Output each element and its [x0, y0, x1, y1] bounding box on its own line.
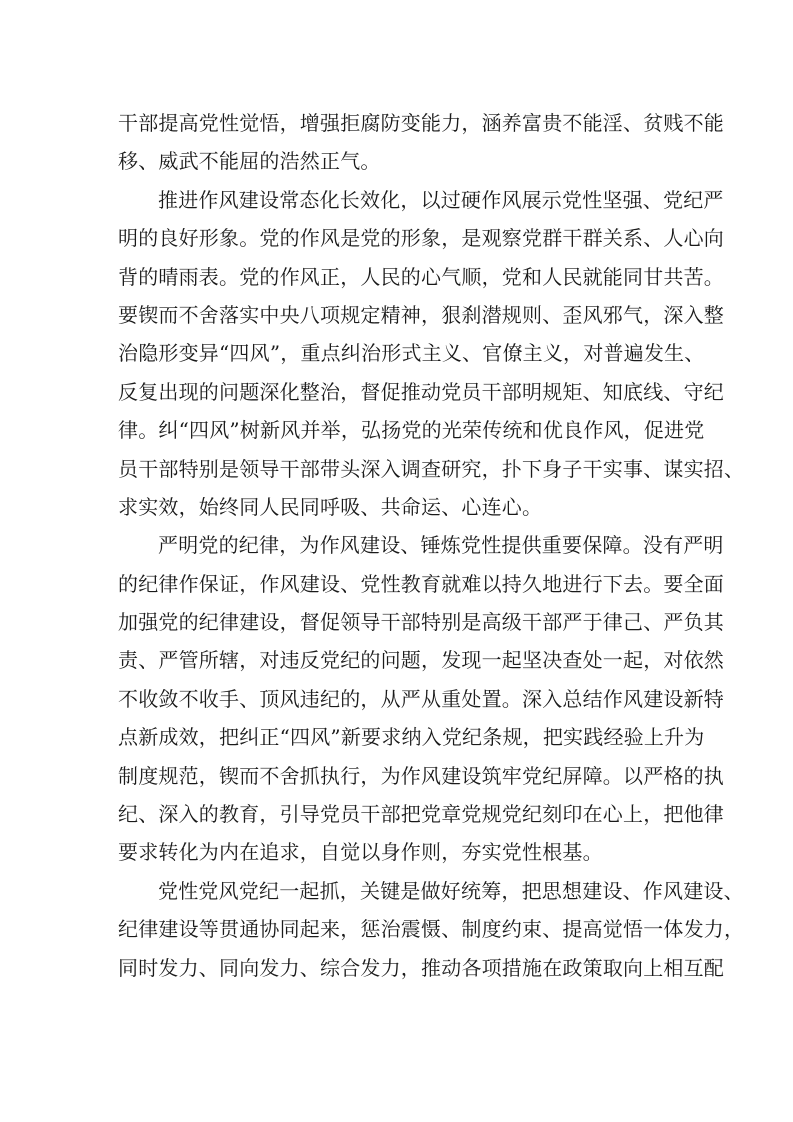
text-line: 纪律建设等贯通协同起来，惩治震慑、制度约束、提高觉悟一体发力，: [118, 917, 745, 942]
text-line: 不收敛不收手、顶风违纪的，从严从重处置。深入总结作风建设新特: [118, 686, 724, 711]
text-line: 严明党的纪律，为作风建设、锤炼党性提供重要保障。没有严明: [158, 533, 724, 558]
text-line: 加强党的纪律建设，督促领导干部特别是高级干部严于律己、严负其: [118, 610, 724, 635]
document-body: [118, 104, 745, 987]
paragraph: [118, 104, 724, 181]
text-line: 员干部特别是领导干部带头深入调查研究，扑下身子干实事、谋实招、: [118, 456, 745, 481]
text-line: 同时发力、同向发力、综合发力，推动各项措施在政策取向上相互配: [118, 955, 724, 980]
text-line: 治隐形变异“四风”，重点纠治形式主义、官僚主义，对普遍发生、: [118, 341, 705, 366]
text-line: 背的晴雨表。党的作风正，人民的心气顺，党和人民就能同甘共苦。: [118, 264, 724, 289]
paragraph: [118, 181, 745, 527]
text-line: 要求转化为内在追求，自觉以身作则，夯实党性根基。: [118, 840, 603, 865]
text-line: 移、威武不能屈的浩然正气。: [118, 149, 381, 174]
text-line: 制度规范，锲而不舍抓执行，为作风建设筑牢党纪屏障。以严格的执: [118, 763, 724, 788]
text-line: 纪、深入的教育，引导党员干部把党章党规党纪刻印在心上，把他律: [118, 802, 724, 827]
text-line: 党性党风党纪一起抓，关键是做好统筹，把思想建设、作风建设、: [158, 878, 744, 903]
text-line: 推进作风建设常态化长效化，以过硬作风展示党性坚强、党纪严: [158, 187, 724, 212]
text-line: 干部提高党性觉悟，增强拒腐防变能力，涵养富贵不能淫、贫贱不能: [118, 111, 724, 135]
text-line: 明的良好形象。党的作风是党的形象，是观察党群干群关系、人心向: [118, 226, 724, 251]
text-line: 求实效，始终同人民同呼吸、共命运、心连心。: [118, 494, 543, 519]
text-line: 要锲而不舍落实中央八项规定精神，狠刹潜规则、歪风邪气，深入整: [118, 302, 724, 327]
paragraph: [118, 872, 745, 987]
text-line: 点新成效，把纠正“四风”新要求纳入党纪条规，把实践经验上升为: [118, 725, 705, 750]
text-line: 律。纠“四风”树新风并举，弘扬党的光荣传统和优良作风，促进党: [118, 418, 705, 443]
text-line: 的纪律作保证，作风建设、党性教育就难以持久地进行下去。要全面: [118, 571, 724, 596]
text-line: 反复出现的问题深化整治，督促推动党员干部明规矩、知底线、守纪: [118, 379, 724, 404]
paragraph: [118, 526, 724, 872]
text-line: 责、严管所辖，对违反党纪的问题，发现一起坚决查处一起，对依然: [118, 648, 724, 673]
